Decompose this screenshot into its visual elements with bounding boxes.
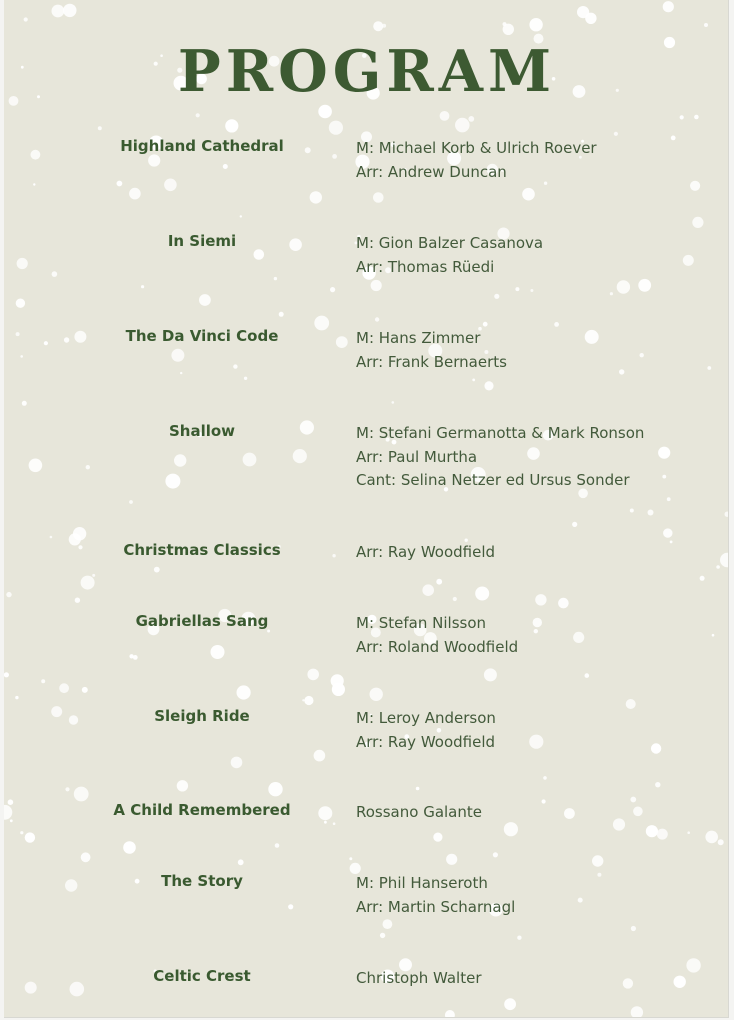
snowflake-dot	[211, 645, 225, 659]
snowflake-dot	[680, 115, 684, 119]
snowflake-dot	[422, 584, 434, 596]
snowflake-dot	[305, 147, 311, 153]
snowflake-dot	[468, 116, 474, 122]
snowflake-dot	[20, 355, 23, 358]
snowflake-dot	[440, 111, 450, 121]
snowflake-dot	[515, 287, 519, 291]
snowflake-dot	[148, 154, 160, 166]
credit-line: Arr: Ray Woodfield	[356, 732, 496, 751]
snowflake-dot	[700, 576, 705, 581]
credit-line: Arr: Andrew Duncan	[356, 162, 507, 181]
snowflake-dot	[69, 715, 78, 724]
snowflake-dot	[41, 679, 45, 683]
snowflake-dot	[484, 381, 493, 390]
snowflake-dot	[177, 780, 188, 791]
piece-title: Gabriellas Sang	[135, 612, 269, 630]
piece-credits	[356, 707, 716, 754]
piece-title: Shallow	[168, 422, 236, 440]
credit-line: Christoph Walter	[356, 969, 482, 987]
snowflake-dot	[254, 249, 265, 260]
snowflake-dot	[349, 857, 352, 860]
snowflake-dot	[288, 904, 293, 909]
snowflake-dot	[65, 879, 77, 891]
snowflake-dot	[332, 154, 337, 159]
snowflake-dot	[307, 669, 319, 681]
snowflake-dot	[51, 706, 62, 717]
snowflake-dot	[24, 17, 28, 21]
snowflake-dot	[314, 750, 326, 762]
snowflake-dot	[78, 545, 82, 549]
piece-credits	[356, 612, 716, 659]
snowflake-dot	[74, 331, 86, 343]
piece-title: The Da Vinci Code	[125, 327, 279, 345]
snowflake-dot	[704, 23, 708, 27]
piece-credits	[356, 801, 716, 825]
snowflake-dot	[129, 500, 133, 504]
snowflake-dot	[8, 799, 14, 805]
snowflake-dot	[16, 332, 20, 336]
piece-credits	[356, 967, 716, 991]
snowflake-dot	[543, 776, 547, 780]
snowflake-dot	[10, 819, 13, 822]
snowflake-dot	[86, 465, 90, 469]
credit-line: Arr: Ray Woodfield	[356, 543, 496, 561]
snowflake-dot	[293, 449, 307, 463]
snowflake-dot	[455, 118, 470, 133]
credit-line: M: Gion Balzer Casanova	[356, 234, 544, 252]
snowflake-dot	[529, 18, 542, 31]
snowflake-dot	[174, 454, 186, 466]
snowflake-dot	[687, 831, 690, 834]
snowflake-dot	[592, 855, 603, 866]
snowflake-dot	[17, 258, 28, 269]
piece-title: The Story	[161, 872, 243, 890]
snowflake-dot	[375, 317, 379, 321]
snowflake-dot	[522, 188, 535, 201]
snowflake-dot	[558, 598, 569, 609]
snowflake-dot	[694, 115, 699, 120]
snowflake-dot	[630, 509, 634, 513]
credit-line: Cant: Selina Netzer ed Ursus Sonder	[356, 471, 630, 489]
piece-credits	[356, 137, 716, 184]
snowflake-dot	[333, 822, 336, 825]
snowflake-dot	[231, 757, 243, 769]
snowflake-dot	[380, 933, 385, 938]
piece-title: Highland Cathedral	[120, 137, 284, 155]
snowflake-dot	[373, 192, 384, 203]
snowflake-dot	[223, 164, 228, 169]
snowflake-dot	[330, 287, 335, 292]
snowflake-dot	[141, 285, 144, 288]
snowflake-dot	[238, 859, 244, 865]
snowflake-dot	[4, 805, 12, 820]
credit-line: Arr: Roland Woodfield	[356, 637, 519, 656]
snowflake-dot	[233, 364, 237, 368]
snowflake-dot	[585, 673, 590, 678]
snowflake-dot	[73, 527, 86, 540]
snowflake-dot	[617, 280, 630, 293]
snowflake-dot	[16, 299, 25, 308]
snowflake-dot	[475, 587, 489, 601]
piece-credits	[356, 872, 716, 919]
snowflake-dot	[336, 336, 348, 348]
snowflake-dot	[494, 294, 499, 299]
snowflake-dot	[692, 217, 703, 228]
credit-line: Rossano Galante	[356, 803, 482, 821]
piece-credits	[356, 541, 716, 565]
credit-line: M: Hans Zimmer	[356, 329, 481, 347]
snowflake-dot	[129, 654, 133, 658]
piece-title: Christmas Classics	[123, 541, 281, 559]
credit-line: Arr: Frank Bernaerts	[356, 352, 507, 371]
snowflake-dot	[720, 553, 728, 568]
piece-title: In Siemi	[167, 232, 237, 250]
snowflake-dot	[171, 349, 184, 362]
snowflake-dot	[716, 565, 720, 569]
snowflake-dot	[472, 379, 475, 382]
snowflake-dot	[59, 683, 69, 693]
piece-credits	[356, 232, 716, 279]
credit-line: M: Leroy Anderson	[356, 709, 496, 727]
credit-line: Arr: Thomas Rüedi	[356, 257, 495, 276]
snowflake-dot	[199, 294, 211, 306]
snowflake-dot	[572, 522, 577, 527]
snowflake-dot	[81, 852, 91, 862]
credit-line: M: Michael Korb & Ulrich Roever	[356, 139, 597, 157]
snowflake-dot	[129, 188, 141, 200]
snowflake-dot	[504, 998, 516, 1010]
snowflake-dot	[646, 825, 658, 837]
snowflake-dot	[244, 377, 247, 380]
snowflake-dot	[74, 787, 89, 802]
snowflake-dot	[718, 839, 724, 845]
snowflake-dot	[275, 843, 280, 848]
piece-title: Celtic Crest	[153, 967, 251, 985]
snowflake-dot	[44, 341, 48, 345]
piece-title: Sleigh Ride	[154, 707, 250, 725]
snowflake-dot	[324, 821, 327, 824]
snowflake-dot	[154, 567, 160, 573]
snowflake-dot	[279, 312, 284, 317]
snowflake-dot	[667, 497, 671, 501]
snowflake-dot	[70, 982, 85, 997]
snowflake-dot	[117, 181, 123, 187]
credit-line: M: Stefani Germanotta & Mark Ronson	[356, 424, 645, 442]
snowflake-dot	[332, 554, 335, 557]
snowflake-dot	[4, 672, 9, 677]
snowflake-dot	[648, 510, 654, 516]
snowflake-dot	[577, 6, 589, 18]
snowflake-dot	[663, 1, 674, 12]
snowflake-dot	[370, 688, 383, 701]
snowflake-dot	[75, 598, 80, 603]
snowflake-dot	[237, 685, 251, 699]
snowflake-dot	[373, 21, 383, 31]
credit-line: Arr: Paul Murtha	[356, 447, 478, 466]
snowflake-dot	[304, 696, 313, 705]
snowflake-dot	[243, 453, 257, 467]
snowflake-dot	[22, 401, 27, 406]
snowflake-dot	[318, 806, 332, 820]
snowflake-dot	[614, 132, 618, 136]
snowflake-dot	[318, 105, 332, 119]
snowflake-dot	[31, 150, 41, 160]
piece-credits	[356, 422, 716, 493]
program-page	[4, 0, 729, 1018]
snowflake-dot	[392, 401, 395, 404]
piece-credits	[356, 327, 716, 374]
snowflake-dot	[416, 787, 420, 791]
snowflake-dot	[240, 215, 242, 217]
snowflake-dot	[517, 936, 521, 940]
snowflake-dot	[663, 528, 672, 537]
snowflake-dot	[725, 512, 729, 517]
snowflake-dot	[314, 316, 329, 331]
credit-line: M: Stefan Nilsson	[356, 614, 487, 632]
page-title: PROGRAM	[177, 38, 557, 105]
credit-line: Arr: Martin Scharnagl	[356, 897, 516, 916]
snowflake-dot	[329, 121, 343, 135]
snowflake-dot	[371, 280, 382, 291]
snowflake-dot	[433, 833, 442, 842]
snowflake-dot	[535, 594, 546, 605]
snowflake-dot	[302, 699, 304, 701]
snowflake-dot	[493, 852, 498, 857]
snowflake-dot	[705, 831, 718, 844]
snowflake-dot	[331, 674, 344, 687]
snowflake-dot	[610, 292, 613, 295]
snowflake-dot	[310, 191, 322, 203]
snowflake-dot	[503, 22, 507, 26]
snowflake-dot	[20, 831, 23, 834]
snowflake-dot	[274, 277, 277, 280]
snowflake-dot	[63, 4, 76, 17]
snowflake-dot	[64, 337, 69, 342]
snowflake-dot	[65, 787, 69, 791]
snowflake-dot	[52, 5, 65, 18]
snowflake-dot	[25, 832, 35, 842]
snowflake-dot	[631, 926, 636, 931]
snowflake-dot	[165, 474, 180, 489]
snowflake-dot	[180, 372, 182, 374]
snowflake-dot	[29, 459, 43, 473]
snowflake-dot	[82, 687, 88, 693]
snowflake-dot	[50, 536, 53, 539]
snowflake-dot	[530, 289, 533, 292]
snowflake-dot	[92, 574, 95, 577]
snowflake-dot	[81, 576, 95, 590]
snowflake-dot	[15, 696, 18, 699]
snowflake-dot	[33, 183, 35, 185]
snowflake-dot	[657, 829, 668, 840]
snowflake-dot	[98, 126, 102, 130]
snowflake-dot	[436, 579, 442, 585]
snowflake-dot	[446, 854, 457, 865]
snowflake-dot	[483, 322, 488, 327]
snowflake-dot	[123, 841, 136, 854]
snowflake-dot	[631, 1006, 643, 1017]
snowflake-dot	[225, 119, 238, 132]
snowflake-dot	[196, 113, 200, 117]
snowflake-dot	[52, 271, 58, 277]
snowflake-dot	[445, 1010, 455, 1017]
snowflake-dot	[655, 782, 660, 787]
piece-title: A Child Remembered	[113, 801, 291, 819]
snowflake-dot	[453, 597, 457, 601]
snowflake-dot	[484, 668, 497, 681]
snowflake-dot	[6, 592, 11, 597]
snowflake-dot	[164, 179, 177, 192]
snowflake-dot	[268, 782, 282, 796]
credit-line: M: Phil Hanseroth	[356, 874, 488, 892]
snowflake-dot	[25, 982, 37, 994]
snowflake-dot	[638, 279, 651, 292]
snowflake-dot	[383, 919, 393, 929]
